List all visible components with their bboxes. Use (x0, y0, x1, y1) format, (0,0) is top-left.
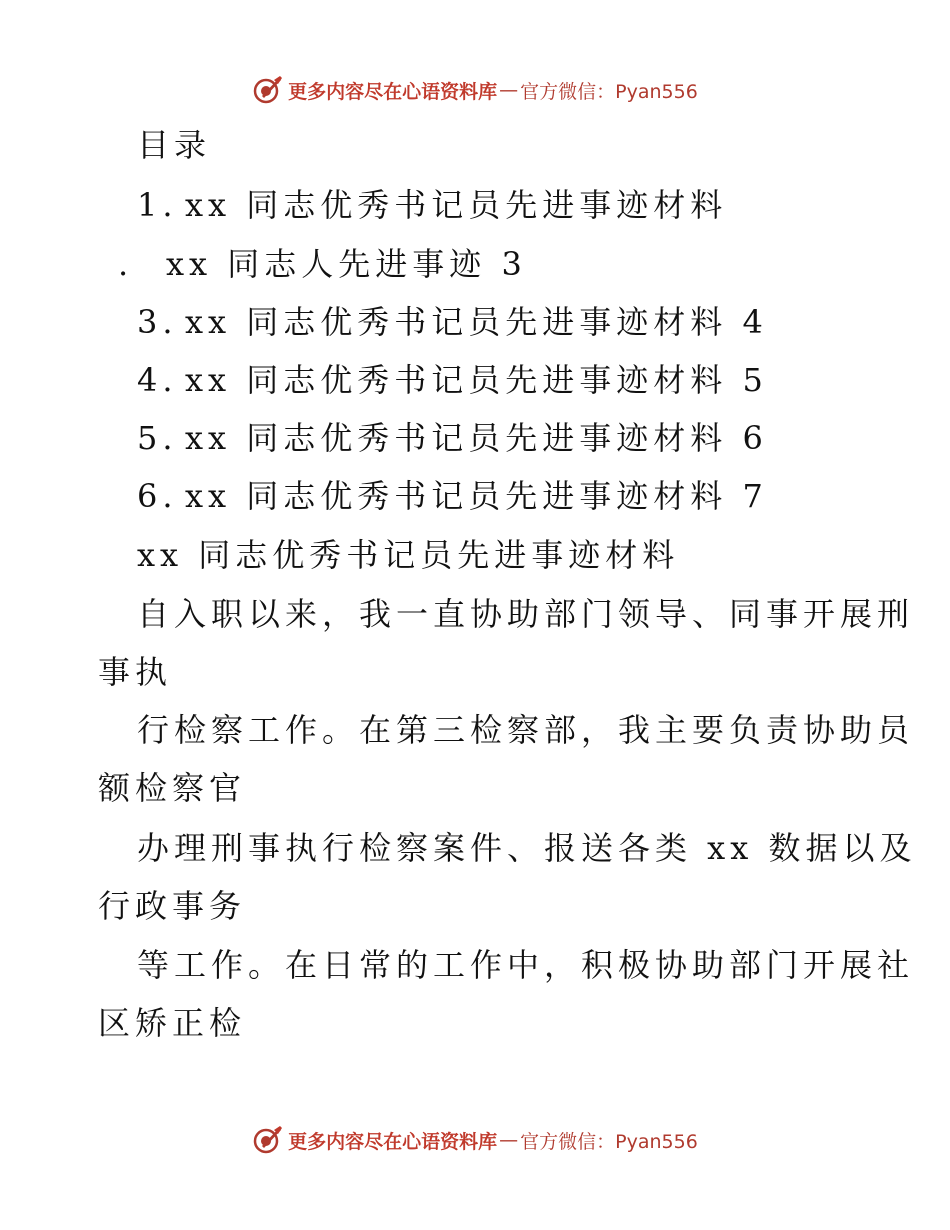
body-line: 额检察官 (98, 769, 247, 807)
toc-item-number: 1. (137, 186, 178, 224)
toc-item (118, 244, 527, 284)
toc-item-number: 4. (137, 361, 178, 399)
toc-item (137, 302, 768, 342)
watermark-site-text: 更多内容尽在心语资料库 (288, 1130, 498, 1153)
watermark-separator: — (499, 79, 519, 101)
body-line: 区矫正检 (98, 1004, 247, 1042)
toc-item-text: xx 同志优秀书记员先进事迹材料 5 (185, 361, 768, 399)
body-line: 办理刑事执行检察案件、报送各类 xx 数据以及 (137, 829, 917, 867)
toc-item-text: xx 同志优秀书记员先进事迹材料 6 (185, 419, 768, 457)
red-quill-logo-icon (252, 1124, 284, 1156)
page-title: 目录 (137, 126, 212, 164)
toc-item (137, 418, 768, 458)
watermark-separator: — (499, 1129, 519, 1151)
watermark-wechat-text: 官方微信：Pyan556 (520, 1130, 698, 1153)
toc-item-number: 5. (137, 419, 178, 457)
header-watermark-banner (0, 70, 950, 110)
watermark-site-text: 更多内容尽在心语资料库 (288, 80, 498, 103)
body-line: 等工作。在日常的工作中，积极协助部门开展社 (137, 946, 915, 984)
toc-item-text: xx 同志人先进事迹 3 (166, 245, 527, 283)
body-line: 行政事务 (98, 887, 247, 925)
toc-item-text: xx 同志优秀书记员先进事迹材料 7 (185, 477, 768, 515)
toc-item (137, 476, 768, 516)
body-line: 事执 (98, 653, 173, 691)
toc-item-number: . (118, 245, 134, 283)
toc-item (137, 360, 768, 400)
watermark-wechat-text: 官方微信：Pyan556 (520, 80, 698, 103)
document-heading: xx 同志优秀书记员先进事迹材料 (137, 536, 680, 574)
body-line: 自入职以来，我一直协助部门领导、同事开展刑 (137, 595, 915, 633)
footer-watermark-banner (0, 1120, 950, 1160)
red-quill-logo-icon (252, 74, 284, 106)
toc-item-text: xx 同志优秀书记员先进事迹材料 4 (185, 303, 768, 341)
toc-item-text: xx 同志优秀书记员先进事迹材料 (185, 186, 728, 224)
toc-item-number: 6. (137, 477, 178, 515)
toc-item (137, 185, 727, 225)
body-line: 行检察工作。在第三检察部，我主要负责协助员 (137, 711, 915, 749)
toc-item-number: 3. (137, 303, 178, 341)
